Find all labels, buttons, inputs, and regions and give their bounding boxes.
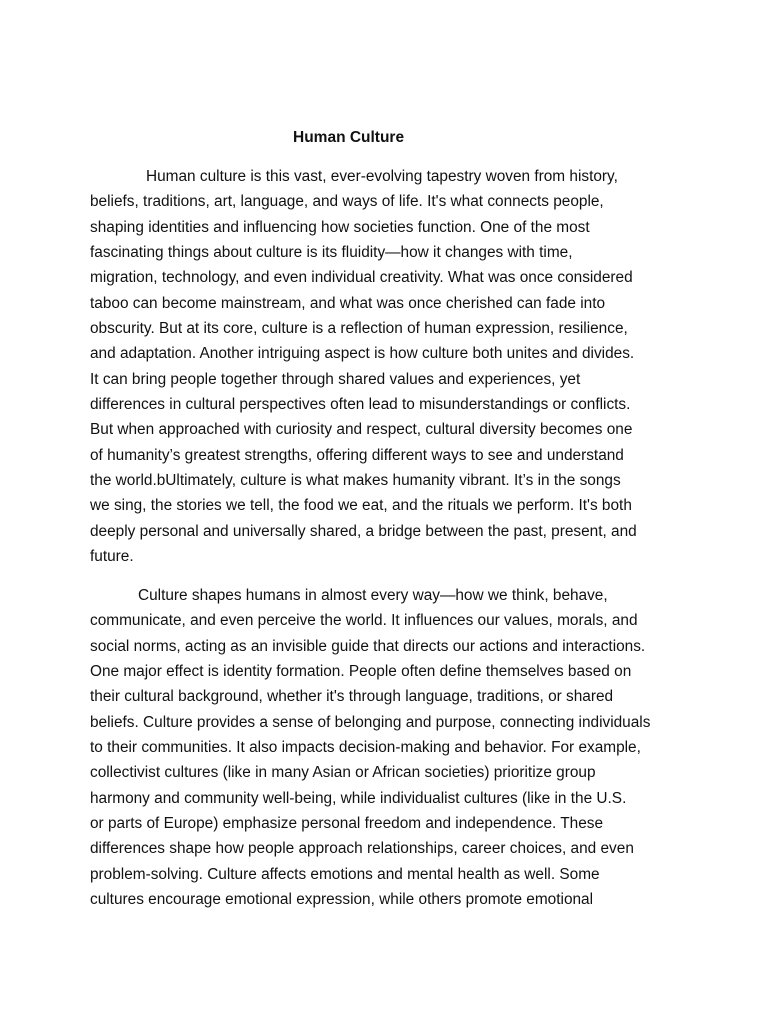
paragraph-line: But when approached with curiosity and respect, cultural diversity becomes one bbox=[90, 421, 633, 439]
paragraph-line: deeply personal and universally shared, a bridge between the past, present, and bbox=[90, 522, 637, 540]
paragraph-line: differences shape how people approach relationships, career choices, and even bbox=[90, 840, 634, 858]
paragraph-line: Human culture is this vast, ever-evolving tapestry woven from history, bbox=[146, 168, 618, 185]
paragraph-line: social norms, acting as an invisible guide that directs our actions and interactions. bbox=[90, 637, 646, 655]
paragraph-line: Culture shapes humans in almost every way—how we think, behave, bbox=[138, 587, 608, 604]
paragraph-2 bbox=[90, 583, 650, 912]
paragraph-line: future. bbox=[90, 548, 134, 566]
paragraph-line: fascinating things about culture is its fluidity—how it changes with time, bbox=[90, 244, 573, 262]
paragraph-line: problem-solving. Culture affects emotions and mental health as well. Some bbox=[90, 865, 600, 883]
paragraph-line: migration, technology, and even individual creativity. What was once considered bbox=[90, 269, 633, 287]
document-title: Human Culture bbox=[293, 129, 405, 146]
paragraph-line: their cultural background, whether it's through language, traditions, or shared bbox=[90, 688, 614, 706]
paragraph-line: communicate, and even perceive the world. It influences our values, morals, and bbox=[90, 612, 638, 630]
paragraph-line: harmony and community well-being, while individualist cultures (like in the U.S. bbox=[90, 789, 627, 807]
paragraph-line: collectivist cultures (like in many Asian or African societies) prioritize group bbox=[90, 764, 596, 782]
paragraph-line: taboo can become mainstream, and what was once cherished can fade into bbox=[90, 294, 606, 312]
paragraph-line: beliefs. Culture provides a sense of belonging and purpose, connecting individuals bbox=[90, 713, 651, 731]
paragraph-line: shaping identities and influencing how societies function. One of the most bbox=[90, 218, 590, 236]
paragraph-line: to their communities. It also impacts decision-making and behavior. For example, bbox=[90, 739, 641, 757]
paragraph-line: we sing, the stories we tell, the food we eat, and the rituals we perform. It's both bbox=[90, 497, 632, 515]
paragraph-line: or parts of Europe) emphasize personal freedom and independence. These bbox=[90, 815, 604, 833]
paragraph-line: cultures encourage emotional expression, while others promote emotional bbox=[90, 891, 594, 909]
paragraph-line: of humanity’s greatest strengths, offering different ways to see and understand bbox=[90, 446, 624, 464]
paragraph-line: One major effect is identity formation. People often define themselves based on bbox=[90, 663, 632, 681]
paragraph-line: and adaptation. Another intriguing aspect is how culture both unites and divides. bbox=[90, 345, 635, 363]
paragraph-line: obscurity. But at its core, culture is a reflection of human expression, resilience, bbox=[90, 320, 628, 338]
paragraph-line: It can bring people together through shared values and experiences, yet bbox=[90, 370, 581, 388]
paragraph-line: the world.bUltimately, culture is what makes humanity vibrant. It’s in the songs bbox=[90, 472, 621, 490]
paragraph-line: differences in cultural perspectives often lead to misunderstandings or conflicts. bbox=[90, 396, 631, 414]
paragraph-1 bbox=[90, 164, 637, 570]
paragraph-line: beliefs, traditions, art, language, and ways of life. It's what connects people, bbox=[90, 193, 604, 211]
